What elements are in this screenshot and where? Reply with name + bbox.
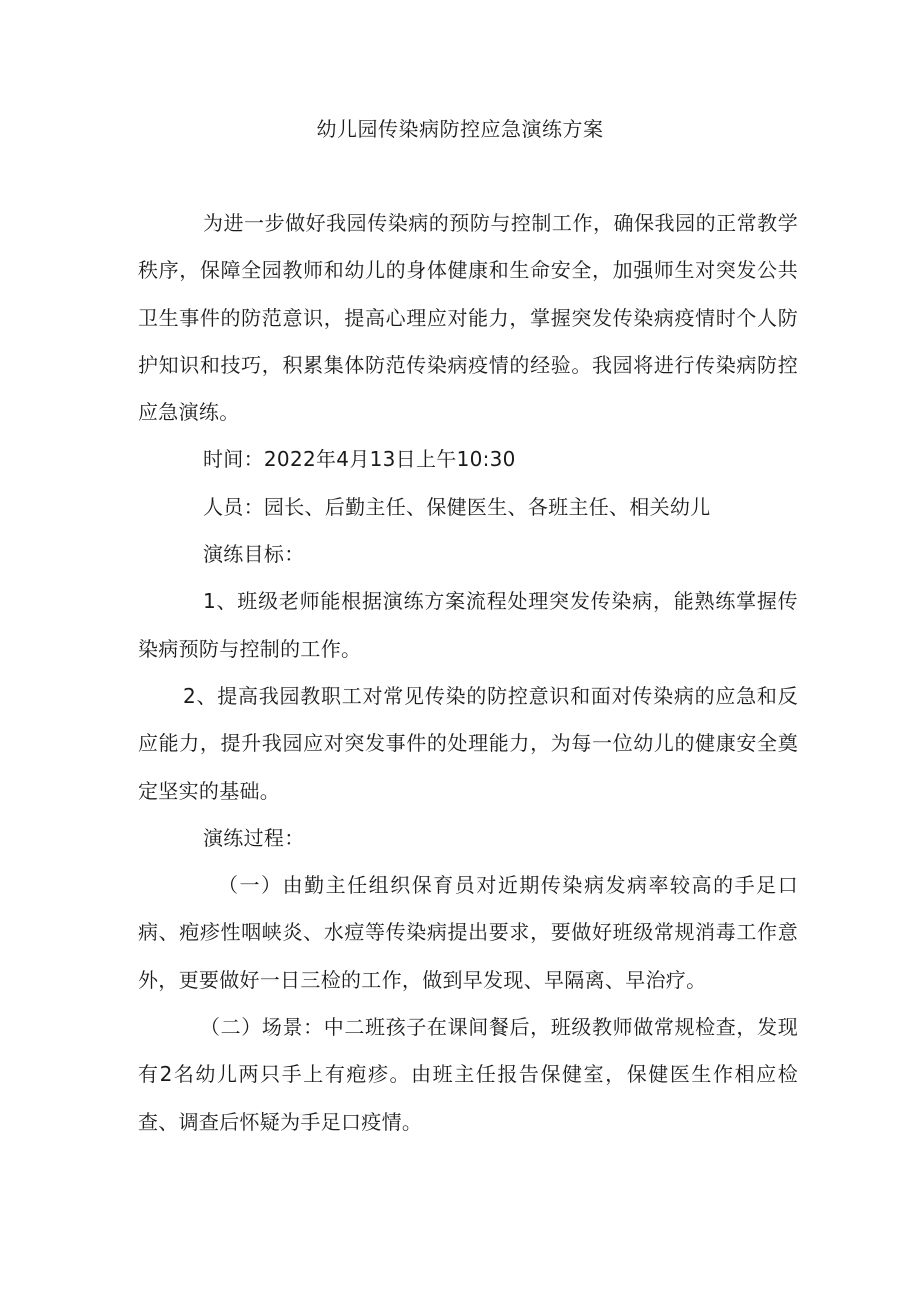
document-title: 幼儿园传染病防控应急演练方案 bbox=[316, 117, 604, 141]
process-item-2: （二）场景：中二班孩子在课间餐后，班级教师做常规检查，发现有2名幼儿两只手上有疱疹。由班主任报告保健室，保健医生作相应检查、调查后怀疑为手足口疫情。 bbox=[138, 1015, 798, 1134]
time-line: 时间：2022年4月13日上午10:30 bbox=[203, 447, 516, 472]
document-body bbox=[138, 200, 798, 1146]
goal-item-1: 1、班级老师能根据演练方案流程处理突发传染病，能熟练掌握传染病预防与控制的工作。 bbox=[138, 589, 798, 661]
goals-heading: 演练目标： bbox=[203, 542, 305, 567]
goal-item-2: 2、提高我园教职工对常见传染的防控意识和面对传染病的应急和反应能力，提升我园应对突发事件的处理能力，为每一位幼儿的健康安全奠定坚实的基础。 bbox=[138, 683, 798, 803]
intro-paragraph: 为进一步做好我园传染病的预防与控制工作，确保我园的正常教学秩序，保障全园教师和幼儿的身体健康和生命安全，加强师生对突发公共卫生事件的防范意识，提高心理应对能力，掌握突发传染病疫情时个人防护知识和技巧，积累集体防范传染病疫情的经验。我园将进行传染病防控应急演练。 bbox=[138, 211, 798, 425]
process-item-1: （一）由勤主任组织保育员对近期传染病发病率较高的手足口病、疱疹性咽峡炎、水痘等传染病提出要求，要做好班级常规消毒工作意外，更要做好一日三检的工作，做到早发现、早隔离、早治疗。 bbox=[138, 873, 798, 992]
people-line: 人员：园长、后勤主任、保健医生、各班主任、相关幼儿 bbox=[203, 494, 711, 519]
process-heading: 演练过程： bbox=[203, 825, 305, 850]
